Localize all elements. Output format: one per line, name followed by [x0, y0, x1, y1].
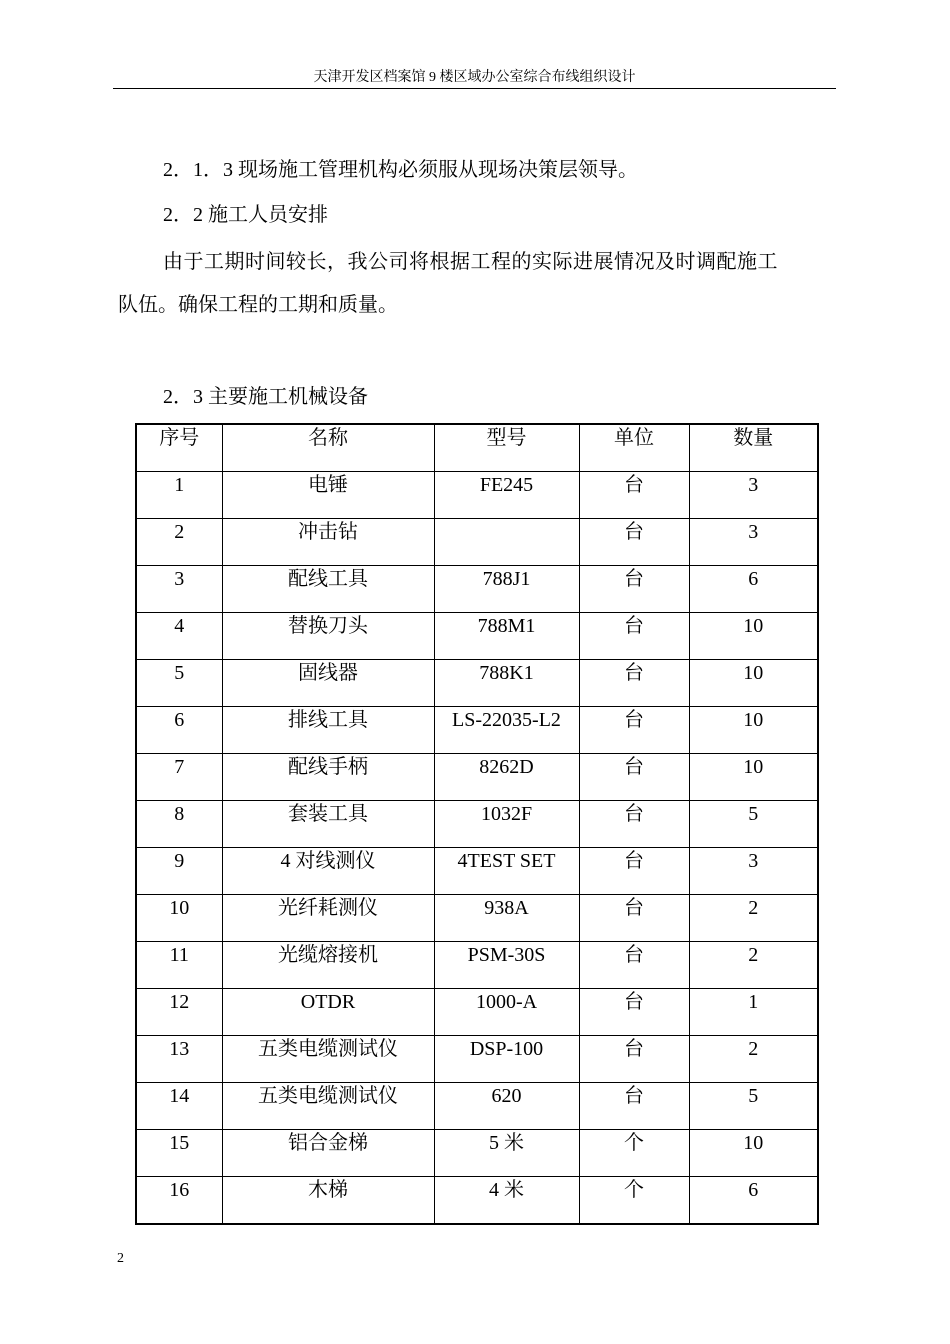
header-cell-unit: 单位 [579, 424, 689, 472]
cell-index: 9 [136, 848, 222, 895]
cell-quantity: 10 [689, 754, 818, 801]
cell-unit: 台 [579, 801, 689, 848]
cell-unit: 台 [579, 613, 689, 660]
header-cell-model: 型号 [434, 424, 579, 472]
cell-index: 7 [136, 754, 222, 801]
cell-unit: 个 [579, 1130, 689, 1177]
cell-index: 3 [136, 566, 222, 613]
cell-quantity: 5 [689, 801, 818, 848]
cell-unit: 台 [579, 519, 689, 566]
cell-unit: 台 [579, 1036, 689, 1083]
table-row [136, 660, 818, 707]
table-row [136, 519, 818, 566]
table-row [136, 989, 818, 1036]
cell-name: 光缆熔接机 [222, 942, 434, 989]
cell-name: 冲击钻 [222, 519, 434, 566]
cell-model: DSP-100 [434, 1036, 579, 1083]
cell-model: 938A [434, 895, 579, 942]
cell-quantity: 5 [689, 1083, 818, 1130]
section-2-2-paragraph-line2: 队伍。确保工程的工期和质量。 [118, 294, 398, 316]
cell-name: 配线手柄 [222, 754, 434, 801]
table-row [136, 1083, 818, 1130]
cell-quantity: 10 [689, 1130, 818, 1177]
cell-index: 4 [136, 613, 222, 660]
section-2-1-3-text: 2．1．3 现场施工管理机构必须服从现场决策层领导。 [163, 159, 638, 181]
cell-model: 788K1 [434, 660, 579, 707]
table-body [136, 472, 818, 1225]
cell-index: 16 [136, 1177, 222, 1225]
page-header: 天津开发区档案馆 9 楼区域办公室综合布线组织设计 [313, 70, 636, 85]
cell-index: 6 [136, 707, 222, 754]
table-row [136, 472, 818, 519]
cell-model: PSM-30S [434, 942, 579, 989]
cell-name: 替换刀头 [222, 613, 434, 660]
header-divider [113, 88, 836, 89]
cell-model: 1032F [434, 801, 579, 848]
cell-model: FE245 [434, 472, 579, 519]
cell-name: 配线工具 [222, 566, 434, 613]
table-row [136, 754, 818, 801]
cell-unit: 台 [579, 472, 689, 519]
cell-index: 1 [136, 472, 222, 519]
cell-model: 1000-A [434, 989, 579, 1036]
section-2-3-heading: 2．3 主要施工机械设备 [163, 386, 368, 408]
cell-name: 排线工具 [222, 707, 434, 754]
cell-unit: 台 [579, 1083, 689, 1130]
cell-unit: 台 [579, 566, 689, 613]
table-row [136, 613, 818, 660]
cell-quantity: 6 [689, 566, 818, 613]
cell-name: 套装工具 [222, 801, 434, 848]
cell-unit: 台 [579, 895, 689, 942]
table-row [136, 848, 818, 895]
cell-name: 固线器 [222, 660, 434, 707]
table-row [136, 1036, 818, 1083]
table-row [136, 942, 818, 989]
cell-model: 4TEST SET [434, 848, 579, 895]
header-cell-name: 名称 [222, 424, 434, 472]
header-cell-quantity: 数量 [689, 424, 818, 472]
cell-model: 788J1 [434, 566, 579, 613]
cell-name: 五类电缆测试仪 [222, 1036, 434, 1083]
cell-model: 620 [434, 1083, 579, 1130]
table-row [136, 566, 818, 613]
table-row [136, 707, 818, 754]
page-number: 2 [117, 1251, 124, 1266]
table-header-row [136, 424, 818, 472]
cell-model: 5 米 [434, 1130, 579, 1177]
cell-name: 五类电缆测试仪 [222, 1083, 434, 1130]
cell-index: 11 [136, 942, 222, 989]
cell-index: 5 [136, 660, 222, 707]
cell-model: LS-22035-L2 [434, 707, 579, 754]
cell-quantity: 10 [689, 613, 818, 660]
cell-quantity: 3 [689, 519, 818, 566]
equipment-table [135, 423, 819, 1225]
cell-quantity: 2 [689, 942, 818, 989]
cell-name: 电锤 [222, 472, 434, 519]
cell-index: 15 [136, 1130, 222, 1177]
cell-model: 4 米 [434, 1177, 579, 1225]
table-row [136, 1130, 818, 1177]
header-cell-index: 序号 [136, 424, 222, 472]
cell-name: 4 对线测仪 [222, 848, 434, 895]
cell-quantity: 2 [689, 895, 818, 942]
cell-unit: 台 [579, 848, 689, 895]
cell-index: 13 [136, 1036, 222, 1083]
cell-unit: 台 [579, 989, 689, 1036]
cell-index: 10 [136, 895, 222, 942]
section-2-2-paragraph-line1: 由于工期时间较长，我公司将根据工程的实际进展情况及时调配施工 [163, 251, 778, 273]
cell-unit: 个 [579, 1177, 689, 1225]
cell-index: 8 [136, 801, 222, 848]
cell-name: 木梯 [222, 1177, 434, 1225]
cell-quantity: 3 [689, 848, 818, 895]
cell-quantity: 10 [689, 707, 818, 754]
cell-index: 12 [136, 989, 222, 1036]
cell-unit: 台 [579, 707, 689, 754]
cell-model [434, 519, 579, 566]
cell-quantity: 1 [689, 989, 818, 1036]
cell-quantity: 10 [689, 660, 818, 707]
cell-quantity: 3 [689, 472, 818, 519]
cell-name: 铝合金梯 [222, 1130, 434, 1177]
cell-index: 14 [136, 1083, 222, 1130]
cell-name: OTDR [222, 989, 434, 1036]
cell-model: 788M1 [434, 613, 579, 660]
cell-unit: 台 [579, 942, 689, 989]
cell-index: 2 [136, 519, 222, 566]
table-row [136, 1177, 818, 1225]
cell-unit: 台 [579, 660, 689, 707]
cell-unit: 台 [579, 754, 689, 801]
table-row [136, 895, 818, 942]
cell-name: 光纤耗测仪 [222, 895, 434, 942]
cell-quantity: 6 [689, 1177, 818, 1225]
section-2-2-heading: 2．2 施工人员安排 [163, 204, 328, 226]
cell-model: 8262D [434, 754, 579, 801]
cell-quantity: 2 [689, 1036, 818, 1083]
table-row [136, 801, 818, 848]
